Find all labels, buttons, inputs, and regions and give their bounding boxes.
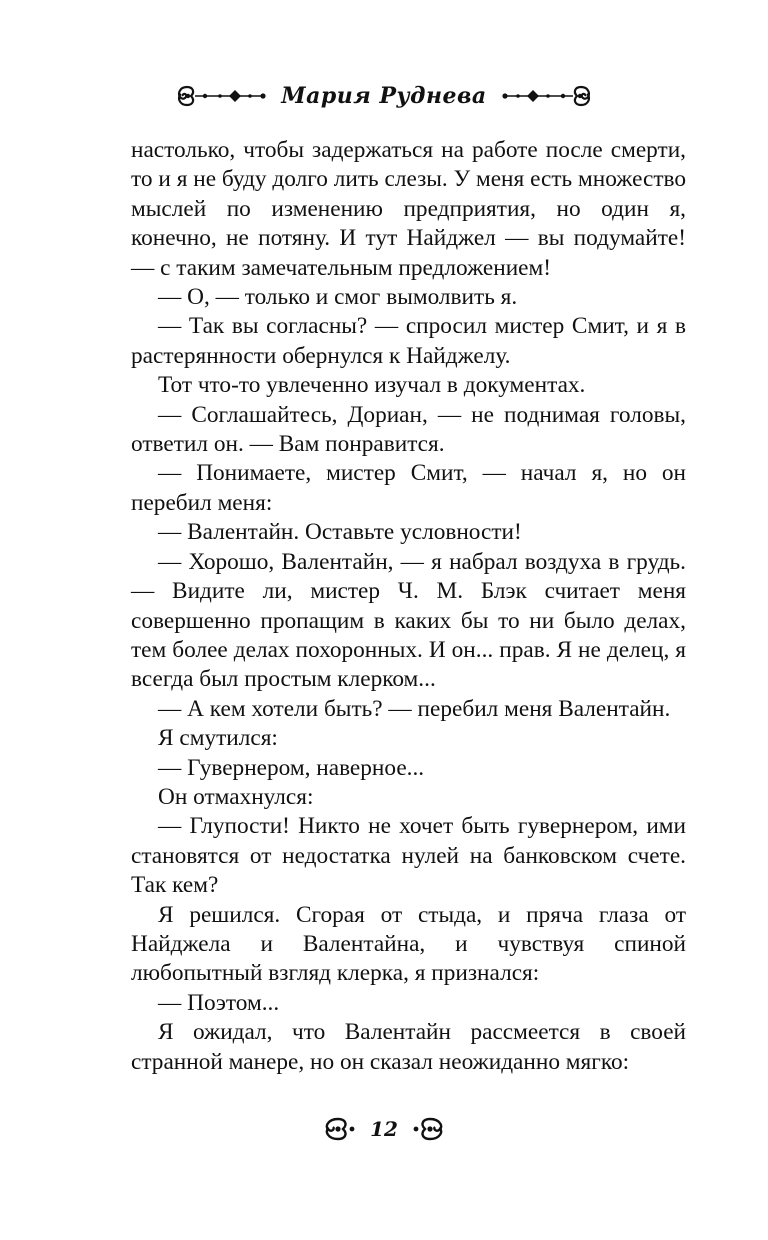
paragraph: Я ожидал, что Валентайн рассмеется в своей странной манере, но он сказал неожиданно мягко: bbox=[131, 1019, 686, 1075]
paragraph: — Хорошо, Валентайн, — я набрал воздуха в грудь. — Видите ли, мистер Ч. М. Блэк считает меня совершенно пропащим в каких бы то ни было делах, тем более делах похоронных. И он... прав. Я не делец, я всегда был простым клерком... bbox=[131, 548, 686, 693]
right-flourish-icon bbox=[497, 83, 593, 109]
paragraph: настолько, чтобы задержаться на работе после смерти, то и я не буду долго лить слезы. У меня есть множество мыслей по изменению предприятия, но один я, конечно, не потяну. И тут Найджел — вы подумайте! — с таким замечательным предложением! bbox=[131, 137, 686, 281]
author-name: Мария Руднева bbox=[281, 83, 487, 109]
paragraph: — Глупости! Никто не хочет быть гувернером, ими становятся от недостатка нулей на банковском счете. Так кем? bbox=[131, 813, 686, 899]
paragraph: — Валентайн. Оставьте условности! bbox=[158, 519, 522, 546]
paragraph: Я смутился: bbox=[158, 725, 278, 752]
paragraph: — О, — только и смог вымолвить я. bbox=[158, 284, 518, 311]
page-number: 12 bbox=[370, 1117, 398, 1141]
page-footer bbox=[0, 1112, 768, 1146]
paragraph: — Понимаете, мистер Смит, — начал я, но он перебил меня: bbox=[131, 460, 686, 516]
paragraph: — Поэтом... bbox=[158, 989, 280, 1016]
running-header bbox=[0, 76, 768, 116]
paragraph: — Соглашайтесь, Дориан, — не поднимая головы, ответил он. — Вам понравится. bbox=[131, 401, 686, 458]
paragraph: Он отмахнулся: bbox=[158, 783, 314, 810]
paragraph: Я решился. Сгорая от стыда, и пряча глаза от Найджела и Валентайна, и чувствуя спиной любопытный взгляд клерка, я признался: bbox=[131, 901, 686, 987]
right-page-ornament-icon bbox=[412, 1115, 448, 1143]
left-flourish-icon bbox=[175, 83, 271, 109]
body-text bbox=[131, 136, 686, 1077]
paragraph: — А кем хотели быть? — перебил меня Валентайн. bbox=[158, 695, 671, 722]
paragraph: — Гувернером, наверное... bbox=[158, 754, 425, 781]
left-page-ornament-icon bbox=[320, 1115, 356, 1143]
paragraph: — Так вы согласны? — спросил мистер Смит, и я в растерянности обернулся к Найджелу. bbox=[131, 313, 686, 369]
paragraph: Тот что-то увлеченно изучал в документах. bbox=[158, 372, 586, 399]
